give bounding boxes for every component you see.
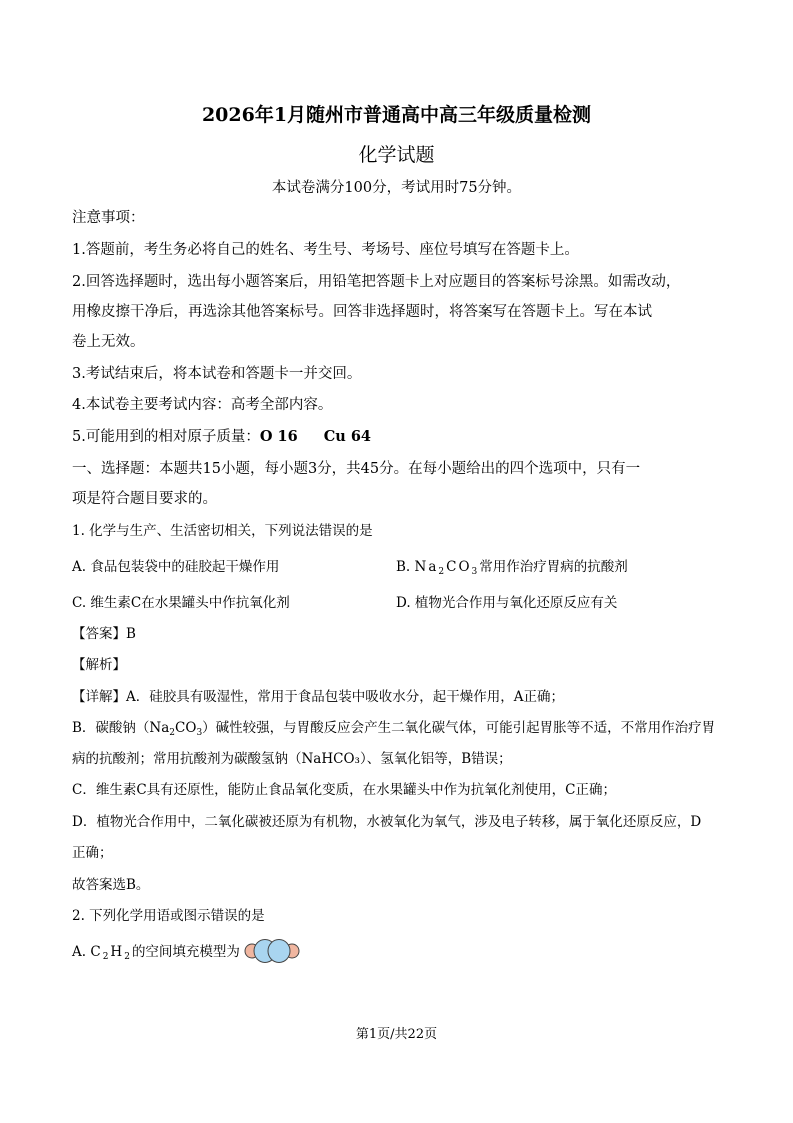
q1-answer: 【答案】B <box>72 626 136 642</box>
q2-option-a-text: 的空间填充模型为 <box>131 944 240 960</box>
section-heading-line-1: 一、选择题：本题共15小题，每小题3分，共45分。在每小题给出的四个选项中，只有一 <box>72 461 641 477</box>
note-3: 3.考试结束后，将本试卷和答题卡一并交回。 <box>72 366 362 382</box>
page-footer: 第1页/共22页 <box>355 1027 438 1042</box>
q1-detail-6: 正确； <box>72 845 113 861</box>
note-2-line-1: 2.回答选择题时，选出每小题答案后，用铅笔把答题卡上对应题目的答案标号涂黑。如需改动， <box>72 274 681 290</box>
notes-heading: 注意事项： <box>72 210 145 226</box>
q1-detail-4: C．维生素C具有还原性，能防止食品氧化变质，在水果罐头中作为抗氧化剂使用，C正确； <box>72 782 616 798</box>
atomic-mass-cu: Cu 64 <box>323 428 372 445</box>
q1-detail-2: B．碳酸钠$(Na_2CO_3)$碱性较强，与胃酸反应会产生二氧化碳气体，可能引起胃胀等不适，不常用作治疗胃 <box>72 720 716 738</box>
sodium-carbonate-formula: $Na_2CO_3$ <box>414 559 480 577</box>
note-2-line-2: 用橡皮擦干净后，再选涂其他答案标号。回答非选择题时，将答案写在答题卡上。写在本试 <box>72 304 652 320</box>
q1-option-a: A. 食品包装袋中的硅胶起干燥作用 <box>72 559 280 575</box>
exam-info: 本试卷满分100分，考试用时75分钟。 <box>271 180 522 196</box>
q2-option-a-label: A. <box>72 944 87 960</box>
q1-analysis-heading: 【解析】 <box>72 657 126 673</box>
carbon-atom-right <box>268 940 290 963</box>
note-5-label: 5.可能用到的相对原子质量： <box>72 429 260 445</box>
q1-option-c: C. 维生素C在水果罐头中作抗氧化剂 <box>72 595 290 611</box>
note-4: 4.本试卷主要考试内容：高考全部内容。 <box>72 397 333 413</box>
q1-option-b-label: B. <box>396 559 411 575</box>
note-5 <box>72 427 371 447</box>
acetylene-space-filling-model-icon <box>243 938 301 964</box>
q1-option-b <box>396 557 628 577</box>
q1-conclusion: 故答案选B。 <box>72 877 150 893</box>
q1-detail-3: 病的抗酸剂；常用抗酸剂为碳酸氢钠（NaHCO₃）、氢氧化铝等，B错误； <box>72 751 512 767</box>
section-heading-line-2: 项是符合题目要求的。 <box>72 491 217 507</box>
note-2-line-3: 卷上无效。 <box>72 334 145 350</box>
note-1: 1.答题前，考生务必将自己的姓名、考生号、考场号、座位号填写在答题卡上。 <box>72 242 579 258</box>
acetylene-formula: $C_2H_2$ <box>90 944 132 962</box>
q2-option-a <box>72 942 240 962</box>
q2-stem: 2. 下列化学用语或图示错误的是 <box>72 908 265 924</box>
q1-option-d: D. 植物光合作用与氧化还原反应有关 <box>396 595 618 611</box>
q1-detail-1: 【详解】A．硅胶具有吸湿性，常用于食品包装中吸收水分，起干燥作用，A正确； <box>72 689 564 705</box>
atomic-mass-o: O 16 <box>259 428 298 445</box>
q1-stem: 1. 化学与生产、生活密切相关，下列说法错误的是 <box>72 523 373 539</box>
subject-title: 化学试题 <box>358 144 435 166</box>
q1-option-b-text: 常用作治疗胃病的抗酸剂 <box>479 559 628 575</box>
q1-detail-5: D．植物光合作用中，二氧化碳被还原为有机物，水被氧化为氧气，涉及电子转移，属于氧化还原反应，D <box>72 814 702 830</box>
exam-title: 2026年1月随州市普通高中高三年级质量检测 <box>201 104 592 126</box>
